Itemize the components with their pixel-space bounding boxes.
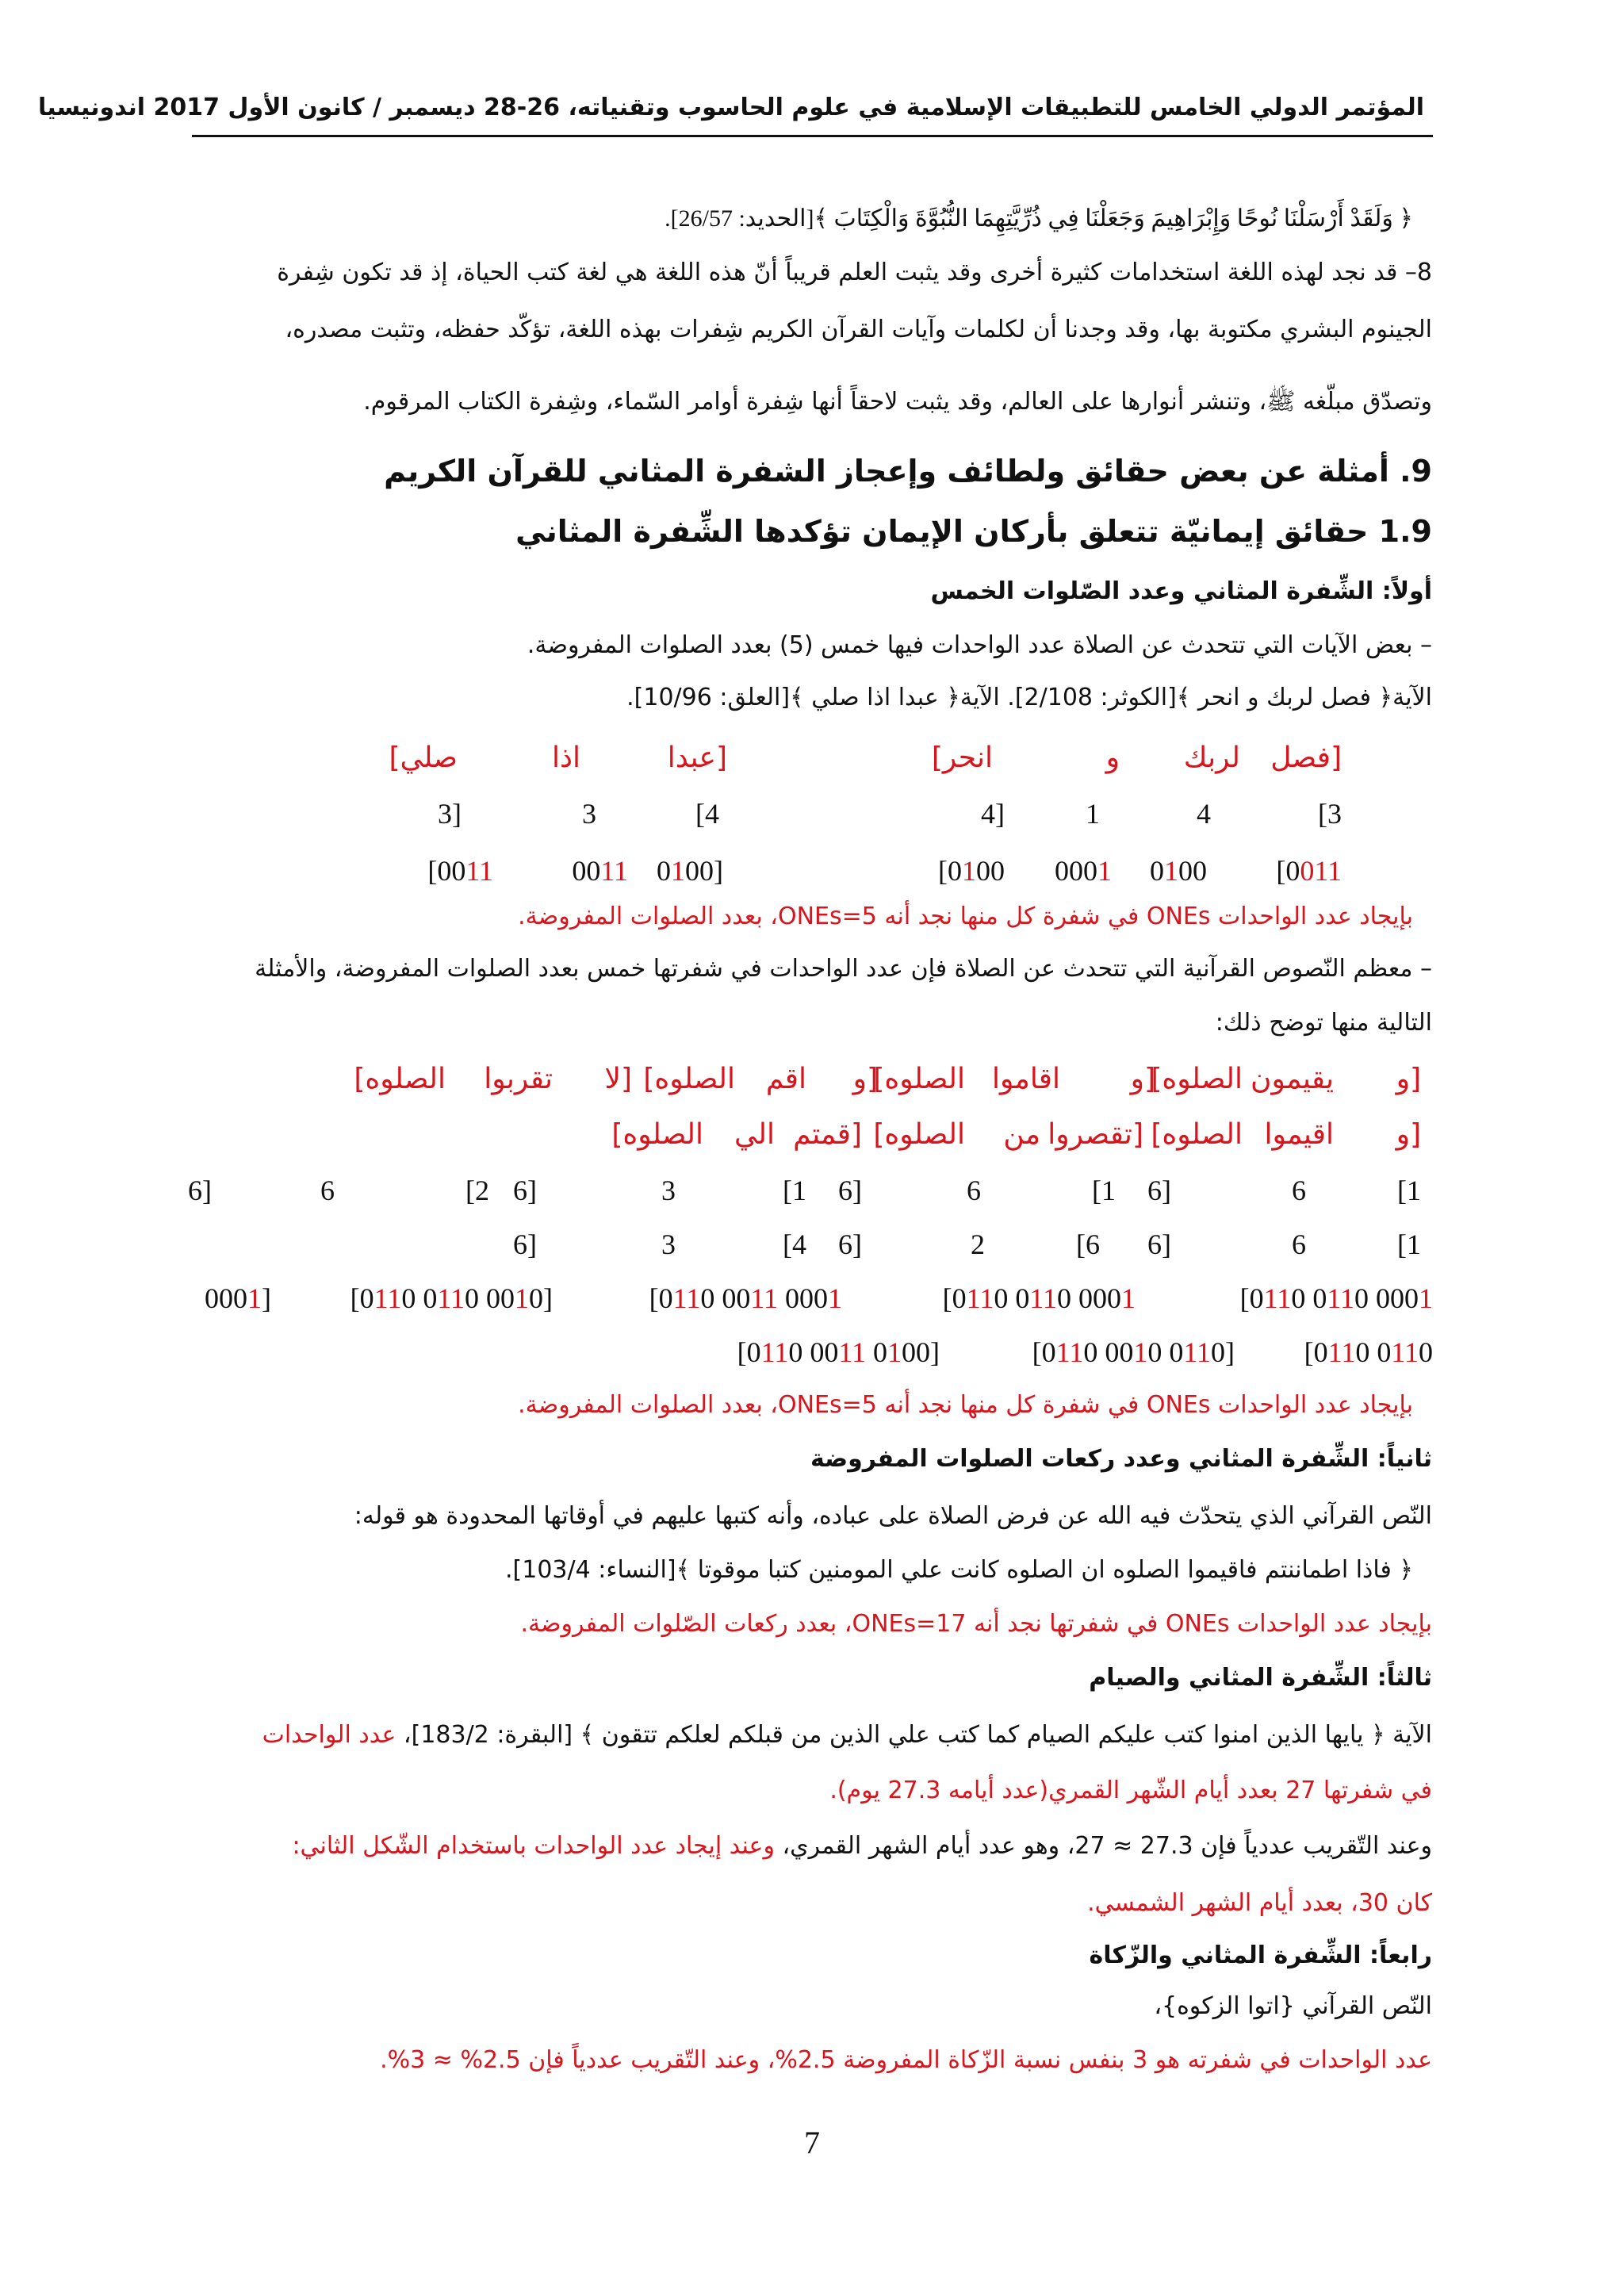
g2-bits-a-3-part-3: 11 [437,1282,465,1314]
g2-word-a-2: الصلوه] [1151,1063,1243,1095]
g2-count-a-8: [6 [513,1175,537,1206]
g2-bits-a-1-part-1: 11 [966,1282,994,1314]
g2-word-a-3: [و [1130,1063,1155,1095]
g1-count-1: 4 [1197,798,1211,830]
g2-count-b-5: [6 [838,1228,862,1260]
g2-word-b-8: الصلوه] [611,1118,703,1151]
g1-bits-1-part-2: 00 [1178,855,1207,887]
g2-bits-a-2 [649,1282,842,1315]
g1-bits-0-part-0: [0 [1276,855,1300,887]
fasting-approx-second: وعند إيجاد عدد الواحدات باستخدام الشّكل الثاني: [292,1832,783,1860]
g2-bits-b-2-part-2: 0 00 [788,1336,839,1368]
fasting-approx: وعند التّقريب عددياً فإن 27.3 ≈ 27، وهو عدد أيام الشهر القمري، [782,1832,1432,1860]
g2-bits-b-1-part-4: 0 0 [1147,1336,1184,1368]
g2-bits-a-1-part-4: 0 000 [1057,1282,1121,1314]
running-header: المؤتمر الدولي الخامس للتطبيقات الإسلامية في علوم الحاسوب وتقنياته، 26-28 ديسمبر / كانون الأول 2017 اندونيسيا [37,94,1424,121]
g1-bits-1 [1150,854,1207,887]
g2-bits-b-1-part-0: [0 [1032,1336,1056,1368]
g1-count-2: 1 [1086,798,1100,830]
g2-bits-a-0-part-2: 0 0 [1291,1282,1327,1314]
g2-bits-b-2-part-1: 11 [760,1336,789,1368]
g2-bits-a-2-part-3: 11 [750,1282,778,1314]
fasting-verse: الآية ﴿ يايها الذين امنوا كتب عليكم الصيام كما كتب علي الذين من قبلكم لعلكم تتقون ﴾ [البقرة: 183/2]، [403,1721,1432,1749]
g2-bits-a-0-part-3: 11 [1327,1282,1354,1314]
paragraph-8-line-1: 8– قد نجد لهذه اللغة استخدامات كثيرة أخرى وقد يثبت العلم قريباً أنّ هذه اللغة هي لغة كتب الحياة، إذ قد تكون شِفرة [277,259,1432,286]
g2-bits-b-1-part-6: 0] [1211,1336,1235,1368]
g2-count-a-3: 1] [1092,1175,1116,1206]
g1-count-4: 4] [695,798,719,830]
g2-bits-a-2-part-2: 0 00 [700,1282,751,1314]
g1-count-5: 3 [582,798,596,830]
prayers-result-1: بإيجاد عدد الواحدات ONEs في شفرة كل منها نجد أنه ONEs=5، بعدد الصلوات المفروضة. [518,903,1413,930]
g2-count-b-3: 6] [1076,1228,1100,1260]
g1-word-0: [فصل [1270,742,1342,774]
g2-bits-a-0-part-0: [0 [1239,1282,1264,1314]
g2-count-a-1: 6 [1292,1175,1306,1206]
fasting-solar: كان 30، بعدد أيام الشهر الشمسي. [1087,1889,1432,1917]
g2-word-b-4: من [1003,1118,1040,1151]
g2-count-b-0: 1] [1397,1228,1421,1260]
g2-bits-a-2-part-4: 000 [778,1282,828,1314]
g2-word-b-7: الي [734,1118,775,1151]
g1-bits-5 [572,854,628,887]
g2-bits-a-0 [1240,1282,1433,1315]
quran-verse: ﴿ وَلَقَدْ أَرْسَلْنَا نُوحًا وَإِبْرَاهِيمَ وَجَعَلْنَا فِي ذُرِّيَّتِهِمَا النُّبُوَّةَ وَالْكِتَابَ ﴾[الحديد: 26/57]. [665,205,1413,232]
g1-bits-2-part-0: 000 [1055,855,1097,887]
g1-bits-4-part-2: 00] [685,855,723,887]
g2-count-a-6: 1] [783,1175,806,1206]
paragraph-8-line-3: وتصدّق مبلّغه ﷺ، وتنشر أنوارها على العالم، وقد يثبت لاحقاً أنها شِفرة أوامر السّماء، وشِفرة الكتاب المرقوم. [363,388,1432,416]
g1-bits-3-part-2: 00 [976,855,1005,887]
g2-bits-b-2-part-3: 11 [838,1336,866,1368]
subheading-fasting: ثالثاً: الشِّفرة المثاني والصيام [1089,1664,1432,1692]
g2-bits-a-4-part-1: 1 [247,1282,262,1314]
g2-word-a-4: اقاموا [991,1063,1060,1095]
g2-bits-a-1-part-2: 0 0 [994,1282,1030,1314]
g2-bits-b-1-part-5: 11 [1183,1336,1211,1368]
g2-word-b-5: الصلوه] [873,1118,965,1151]
g1-bits-3 [938,854,1005,887]
g2-bits-a-1 [943,1282,1136,1315]
g1-word-6: صلي] [389,742,458,774]
g2-bits-a-4-part-2: ] [262,1282,271,1314]
g2-word-b-6: [قمتم [793,1118,862,1151]
g2-word-b-2: الصلوه] [1151,1118,1243,1151]
g1-word-2: و [1105,742,1120,774]
g2-count-a-7: 3 [661,1175,676,1206]
rakaat-result: بإيجاد عدد الواحدات ONEs في شفرتها نجد أنه ONEs=17، بعدد ركعات الصّلوات المفروضة. [520,1610,1432,1638]
g2-bits-b-2-part-5: 1 [887,1336,902,1368]
g2-word-a-10: تقربوا [484,1063,553,1095]
g2-bits-a-0-part-5: 1 [1419,1282,1433,1314]
g2-count-b-6: 4] [783,1228,806,1260]
g2-word-a-5: الصلوه] [873,1063,965,1095]
g1-word-4: [عبدا [667,742,727,774]
prayers-intro-2-line-1: – معظم النّصوص القرآنية التي تتحدث عن الصلاة فإن عدد الواحدات في شفرتها خمس بعدد الصلوات المفروضة، والأمثلة [255,955,1432,983]
g2-word-a-7: اقم [765,1063,806,1095]
zakat-result: عدد الواحدات في شفرته هو 3 بنفس نسبة الزّكاة المفروضة 2.5%، وعند التّقريب عددياً فإن 2.5% ≈ 3%. [380,2046,1432,2074]
g2-bits-a-3-part-2: 0 0 [401,1282,438,1314]
g1-bits-3-part-1: 1 [962,855,976,887]
g2-bits-a-3-part-5: 1 [515,1282,529,1314]
g2-bits-b-1-part-2: 0 00 [1083,1336,1134,1368]
g1-bits-5-part-0: 00 [572,855,601,887]
g2-bits-b-2-part-6: 00] [902,1336,940,1368]
g1-bits-1-part-1: 1 [1164,855,1178,887]
g2-bits-a-3-part-1: 11 [373,1282,402,1314]
g2-bits-b-1-part-1: 11 [1055,1336,1084,1368]
g1-bits-4-part-0: 0 [657,855,671,887]
g2-count-a-0: 1] [1397,1175,1421,1206]
fasting-approx-line [292,1832,1432,1860]
g2-word-a-8: الصلوه] [643,1063,735,1095]
g1-bits-6 [427,854,493,887]
g2-word-b-3: [تقصروا [1048,1118,1143,1151]
g2-bits-b-1-part-3: 1 [1133,1336,1148,1368]
g2-bits-a-4-part-0: 000 [205,1282,247,1314]
g2-bits-a-3-part-6: 0] [529,1282,553,1314]
g2-word-a-1: يقيمون [1251,1063,1334,1095]
g2-bits-b-2-part-4: 0 [866,1336,887,1368]
g2-word-a-9: [لا [604,1063,632,1095]
g2-bits-a-1-part-5: 1 [1121,1282,1136,1314]
g2-bits-a-0-part-1: 11 [1263,1282,1292,1314]
g2-bits-a-1-part-0: [0 [942,1282,967,1314]
g2-bits-a-0-part-4: 0 000 [1354,1282,1419,1314]
g2-bits-b-2-part-0: [0 [737,1336,761,1368]
fasting-verse-line [262,1721,1432,1749]
g2-bits-a-2-part-5: 1 [828,1282,842,1314]
subheading-rakaat: ثانياً: الشِّفرة المثاني وعدد ركعات الصلوات المفروضة [810,1445,1432,1473]
rakaat-text: النّص القرآني الذي يتحدّث فيه الله عن فرض الصلاة على عباده، وأنه كتبها عليهم في أوقاتها المحدودة هو قوله: [354,1502,1432,1530]
g1-bits-4-part-1: 1 [671,855,685,887]
paragraph-8-line-2: الجينوم البشري مكتوبة بها، وقد وجدنا أن لكلمات وآيات القرآن الكريم شِفرات بهذه اللغة، تؤكّد حفظه، وتثبت مصدره، [285,316,1432,343]
g2-word-b-1: اقيموا [1264,1118,1334,1151]
g2-bits-a-1-part-3: 11 [1029,1282,1057,1314]
g2-bits-b-0-part-3: 11 [1391,1336,1419,1368]
g1-bits-1-part-0: 0 [1150,855,1164,887]
g2-count-a-9: 2] [465,1175,489,1206]
g1-bits-2-part-1: 1 [1097,855,1112,887]
g2-bits-b-0 [1304,1336,1433,1369]
g2-bits-b-1 [1032,1336,1235,1369]
g1-bits-6-part-0: [00 [427,855,466,887]
g2-word-a-6: [و [852,1063,878,1095]
binary-grid-group-2 [188,1063,1433,1396]
page-number: 7 [804,2125,820,2160]
g1-bits-0-part-1: 011 [1300,855,1342,887]
zakat-text: النّص القرآني {اتوا الزكوه}، [1154,1992,1432,2020]
g2-word-b-0: [و [1396,1118,1421,1151]
g1-bits-5-part-1: 11 [600,855,628,887]
prayers-result-2: بإيجاد عدد الواحدات ONEs في شفرة كل منها نجد أنه ONEs=5، بعدد الصلوات المفروضة. [518,1391,1413,1419]
g2-count-a-10: 6 [320,1175,335,1206]
g2-bits-b-0-part-2: 0 0 [1355,1336,1392,1368]
g1-count-6: [3 [438,798,462,830]
g1-bits-3-part-0: [0 [938,855,962,887]
g2-count-b-7: 3 [661,1228,676,1260]
rakaat-verse: ﴿ فاذا اطماننتم فاقيموا الصلوه ان الصلوه كانت علي المومنين كتبا موقوتا ﴾[النساء: 103/4]. [504,1556,1413,1584]
header-rule [192,135,1433,137]
subheading-prayers: أولاً: الشِّفرة المثاني وعدد الصّلوات الخمس [930,577,1432,605]
g2-bits-a-3-part-4: 0 00 [465,1282,515,1314]
section-heading-9: 9. أمثلة عن بعض حقائق ولطائف وإعجاز الشفرة المثاني للقرآن الكريم [384,454,1432,489]
prayers-intro-2-line-2: التالية منها توضح ذلك: [1215,1009,1432,1037]
prayers-verses: الآية﴿ فصل لربك و انحر ﴾[الكوثر: 2/108]. الآية﴿ عبدا اذا صلي ﴾[العلق: 10/96]. [626,684,1432,711]
g2-bits-b-0-part-4: 0 [1419,1336,1433,1368]
g1-word-3: انحر] [931,742,993,774]
prayers-intro: – بعض الآيات التي تتحدث عن الصلاة عدد الواحدات فيها خمس (5) بعدد الصلوات المفروضة. [527,631,1432,659]
g2-count-a-11: [6 [188,1175,212,1206]
g2-count-b-2: [6 [1147,1228,1171,1260]
g2-count-a-4: 6 [967,1175,981,1206]
g1-bits-4 [657,854,723,887]
g1-bits-6-part-1: 11 [465,855,493,887]
g2-bits-a-2-part-0: [0 [649,1282,673,1314]
g2-bits-b-0-part-0: [0 [1304,1336,1328,1368]
g2-bits-b-2 [737,1336,940,1369]
fasting-count: في شفرتها 27 بعدد أيام الشّهر القمري(عدد أيامه 27.3 يوم). [829,1777,1432,1804]
g1-count-3: [4 [981,798,1005,830]
g2-bits-b-0-part-1: 11 [1327,1336,1356,1368]
g2-bits-a-2-part-1: 11 [672,1282,701,1314]
g2-count-b-1: 6 [1292,1228,1306,1260]
g1-bits-2 [1055,854,1112,887]
g2-count-a-5: [6 [838,1175,862,1206]
g1-word-1: لربك [1183,742,1240,774]
section-heading-9-1: 1.9 حقائق إيمانيّة تتعلق بأركان الإيمان تؤكدها الشِّفرة المثاني [515,514,1432,549]
g2-word-a-0: [و [1396,1063,1421,1095]
g2-count-a-2: [6 [1147,1175,1171,1206]
g2-count-b-8: [6 [513,1228,537,1260]
g2-bits-a-4 [205,1282,271,1315]
g2-word-a-11: الصلوه] [354,1063,446,1095]
g1-word-5: اذا [551,742,580,774]
g2-bits-a-3-part-0: [0 [350,1282,374,1314]
fasting-verse-count-label: عدد الواحدات [262,1721,404,1749]
g1-count-0: 3] [1318,798,1342,830]
g1-bits-0 [1276,854,1342,887]
g2-count-b-4: 2 [971,1228,985,1260]
subheading-zakat: رابعاً: الشِّفرة المثاني والزّكاة [1089,1941,1432,1969]
g2-bits-a-3 [350,1282,553,1315]
